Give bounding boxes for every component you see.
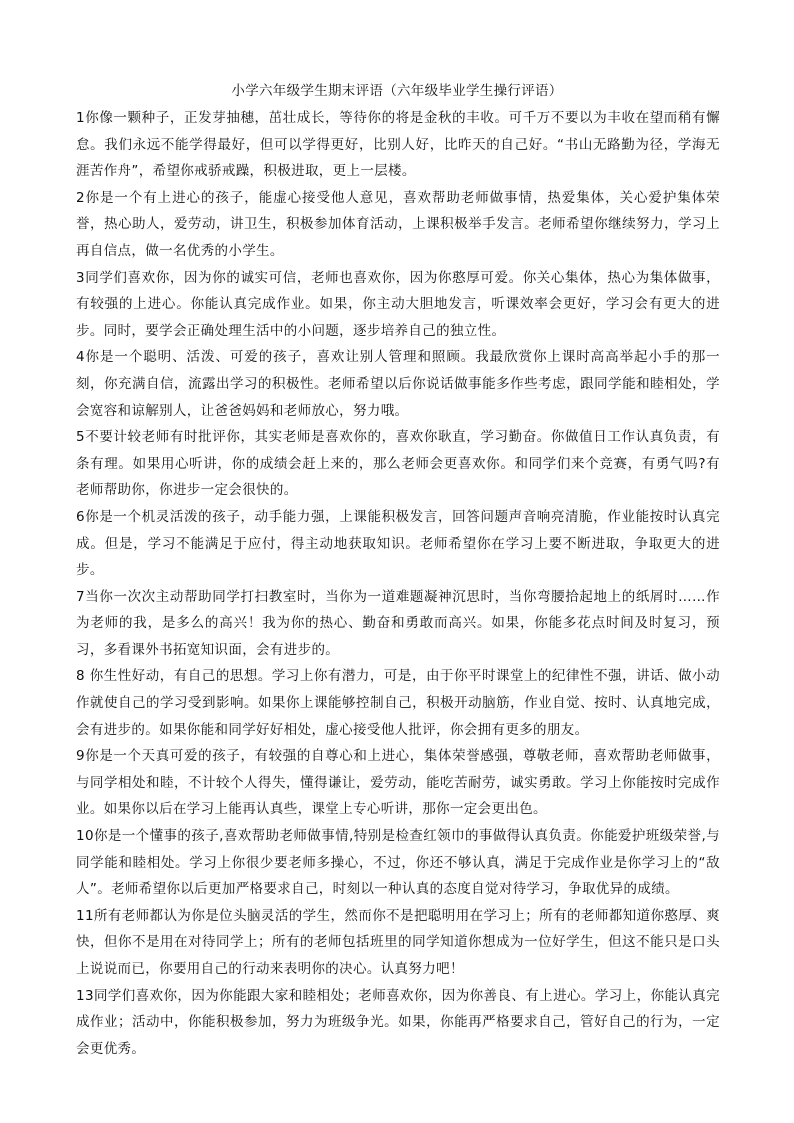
- comment-paragraph-6: 6你是一个机灵活泼的孩子，动手能力强，上课能积极发言，回答问题声音响亮清脆，作业能按时认真完成。但是，学习不能满足于应付，得主动地获取知识。老师希望你在学习上要不断进取，争取更大的进步。: [76, 508, 720, 579]
- document-title: 小学六年级学生期末评语（六年级毕业学生操行评语）: [231, 83, 563, 99]
- comment-paragraph-11: 11所有老师都认为你是位头脑灵活的学生，然而你不是把聪明用在学习上；所有的老师都知道你憨厚、爽快，但你不是用在对待同学上；所有的老师包括班里的同学知道你想成为一位好学生，但这不能只是口头上说说而已，你要用自己的行动来表明你的决心。认真努力吧！: [76, 907, 720, 977]
- comment-paragraph-3: 3同学们喜欢你，因为你的诚实可信，老师也喜欢你，因为你憨厚可爱。你关心集体，热心为集体做事，有较强的上进心。你能认真完成作业。如果，你主动大胆地发言，听课效率会更好，学习会有更大的进步。同时，要学会正确处理生活中的小问题，逐步培养自己的独立性。: [76, 269, 720, 339]
- comment-paragraph-4: 4你是一个聪明、活泼、可爱的孩子，喜欢让别人管理和照顾。我最欣赏你上课时高高举起小手的那一刻，你充满自信，流露出学习的积极性。老师希望以后你说话做事能多作些考虑，跟同学能和睦相处，学会宽容和谅解别人，让爸爸妈妈和老师放心，努力哦。: [76, 349, 720, 419]
- comment-paragraph-7: 7当你一次次主动帮助同学打扫教室时，当你为一道难题凝神沉思时，当你弯腰拾起地上的纸屑时……作为老师的我，是多么的高兴！我为你的热心、勤奋和勇敢而高兴。如果，你能多花点时间及时复习，预习，多看课外书拓宽知识面，会有进步的。: [76, 588, 720, 658]
- comment-paragraph-1: 1你像一颗种子，正发芽抽穗，茁壮成长，等待你的将是金秋的丰收。可千万不要以为丰收在望而稍有懈怠。我们永远不能学得最好，但可以学得更好，比别人好，比昨天的自己好。“书山无路勤为径，学海无涯苦作舟”，希望你戒骄戒躁，积极进取，更上一层楼。: [76, 110, 720, 180]
- comment-paragraph-13: 13同学们喜欢你，因为你能跟大家和睦相处；老师喜欢你，因为你善良、有上进心。学习上，你能认真完成作业；活动中，你能积极参加，努力为班级争光。如果，你能再严格要求自己，管好自己的行为，一定会更优秀。: [76, 987, 720, 1057]
- comment-paragraph-2: 2你是一个有上进心的孩子，能虚心接受他人意见，喜欢帮助老师做事情，热爱集体，关心爱护集体荣誉，热心助人，爱劳动，讲卫生，积极参加体育活动，上课积极举手发言。老师希望你继续努力，学习上再自信点，做一名优秀的小学生。: [76, 189, 720, 259]
- comment-paragraph-9: 9你是一个天真可爱的孩子，有较强的自尊心和上进心，集体荣誉感强，尊敬老师，喜欢帮助老师做事，与同学相处和睦，不计较个人得失，懂得谦让，爱劳动，能吃苦耐劳，诚实勇敢。学习上你能按时完成作业。如果你以后在学习上能再认真些，课堂上专心听讲，那你一定会更出色。: [76, 748, 720, 818]
- comment-paragraph-10: 10你是一个懂事的孩子,喜欢帮助老师做事情,特别是检查红领巾的事做得认真负责。你能爱护班级荣誉,与同学能和睦相处。学习上你很少要老师多操心，不过，你还不够认真，满足于完成作业是你学习上的“敌人”。老师希望你以后更加严格要求自己，时刻以一种认真的态度自觉对待学习，争取优异的成绩。: [76, 828, 720, 898]
- comment-list: [76, 105, 720, 1062]
- comment-paragraph-8: 8 你生性好动，有自己的思想。学习上你有潜力，可是，由于你平时课堂上的纪律性不强，讲话、做小动作就使自己的学习受到影响。如果你上课能够控制自己，积极开动脑筋，作业自觉、按时、认真地完成，会有进步的。如果你能和同学好好相处，虚心接受他人批评，你会拥有更多的朋友。: [76, 668, 720, 738]
- comment-paragraph-5: 5不要计较老师有时批评你，其实老师是喜欢你的，喜欢你耿直，学习勤奋。你做值日工作认真负责，有条有理。如果用心听讲，你的成绩会赶上来的，那么老师会更喜欢你。和同学们来个竞赛，有勇气吗?有老师帮助你，你进步一定会很快的。: [76, 429, 720, 499]
